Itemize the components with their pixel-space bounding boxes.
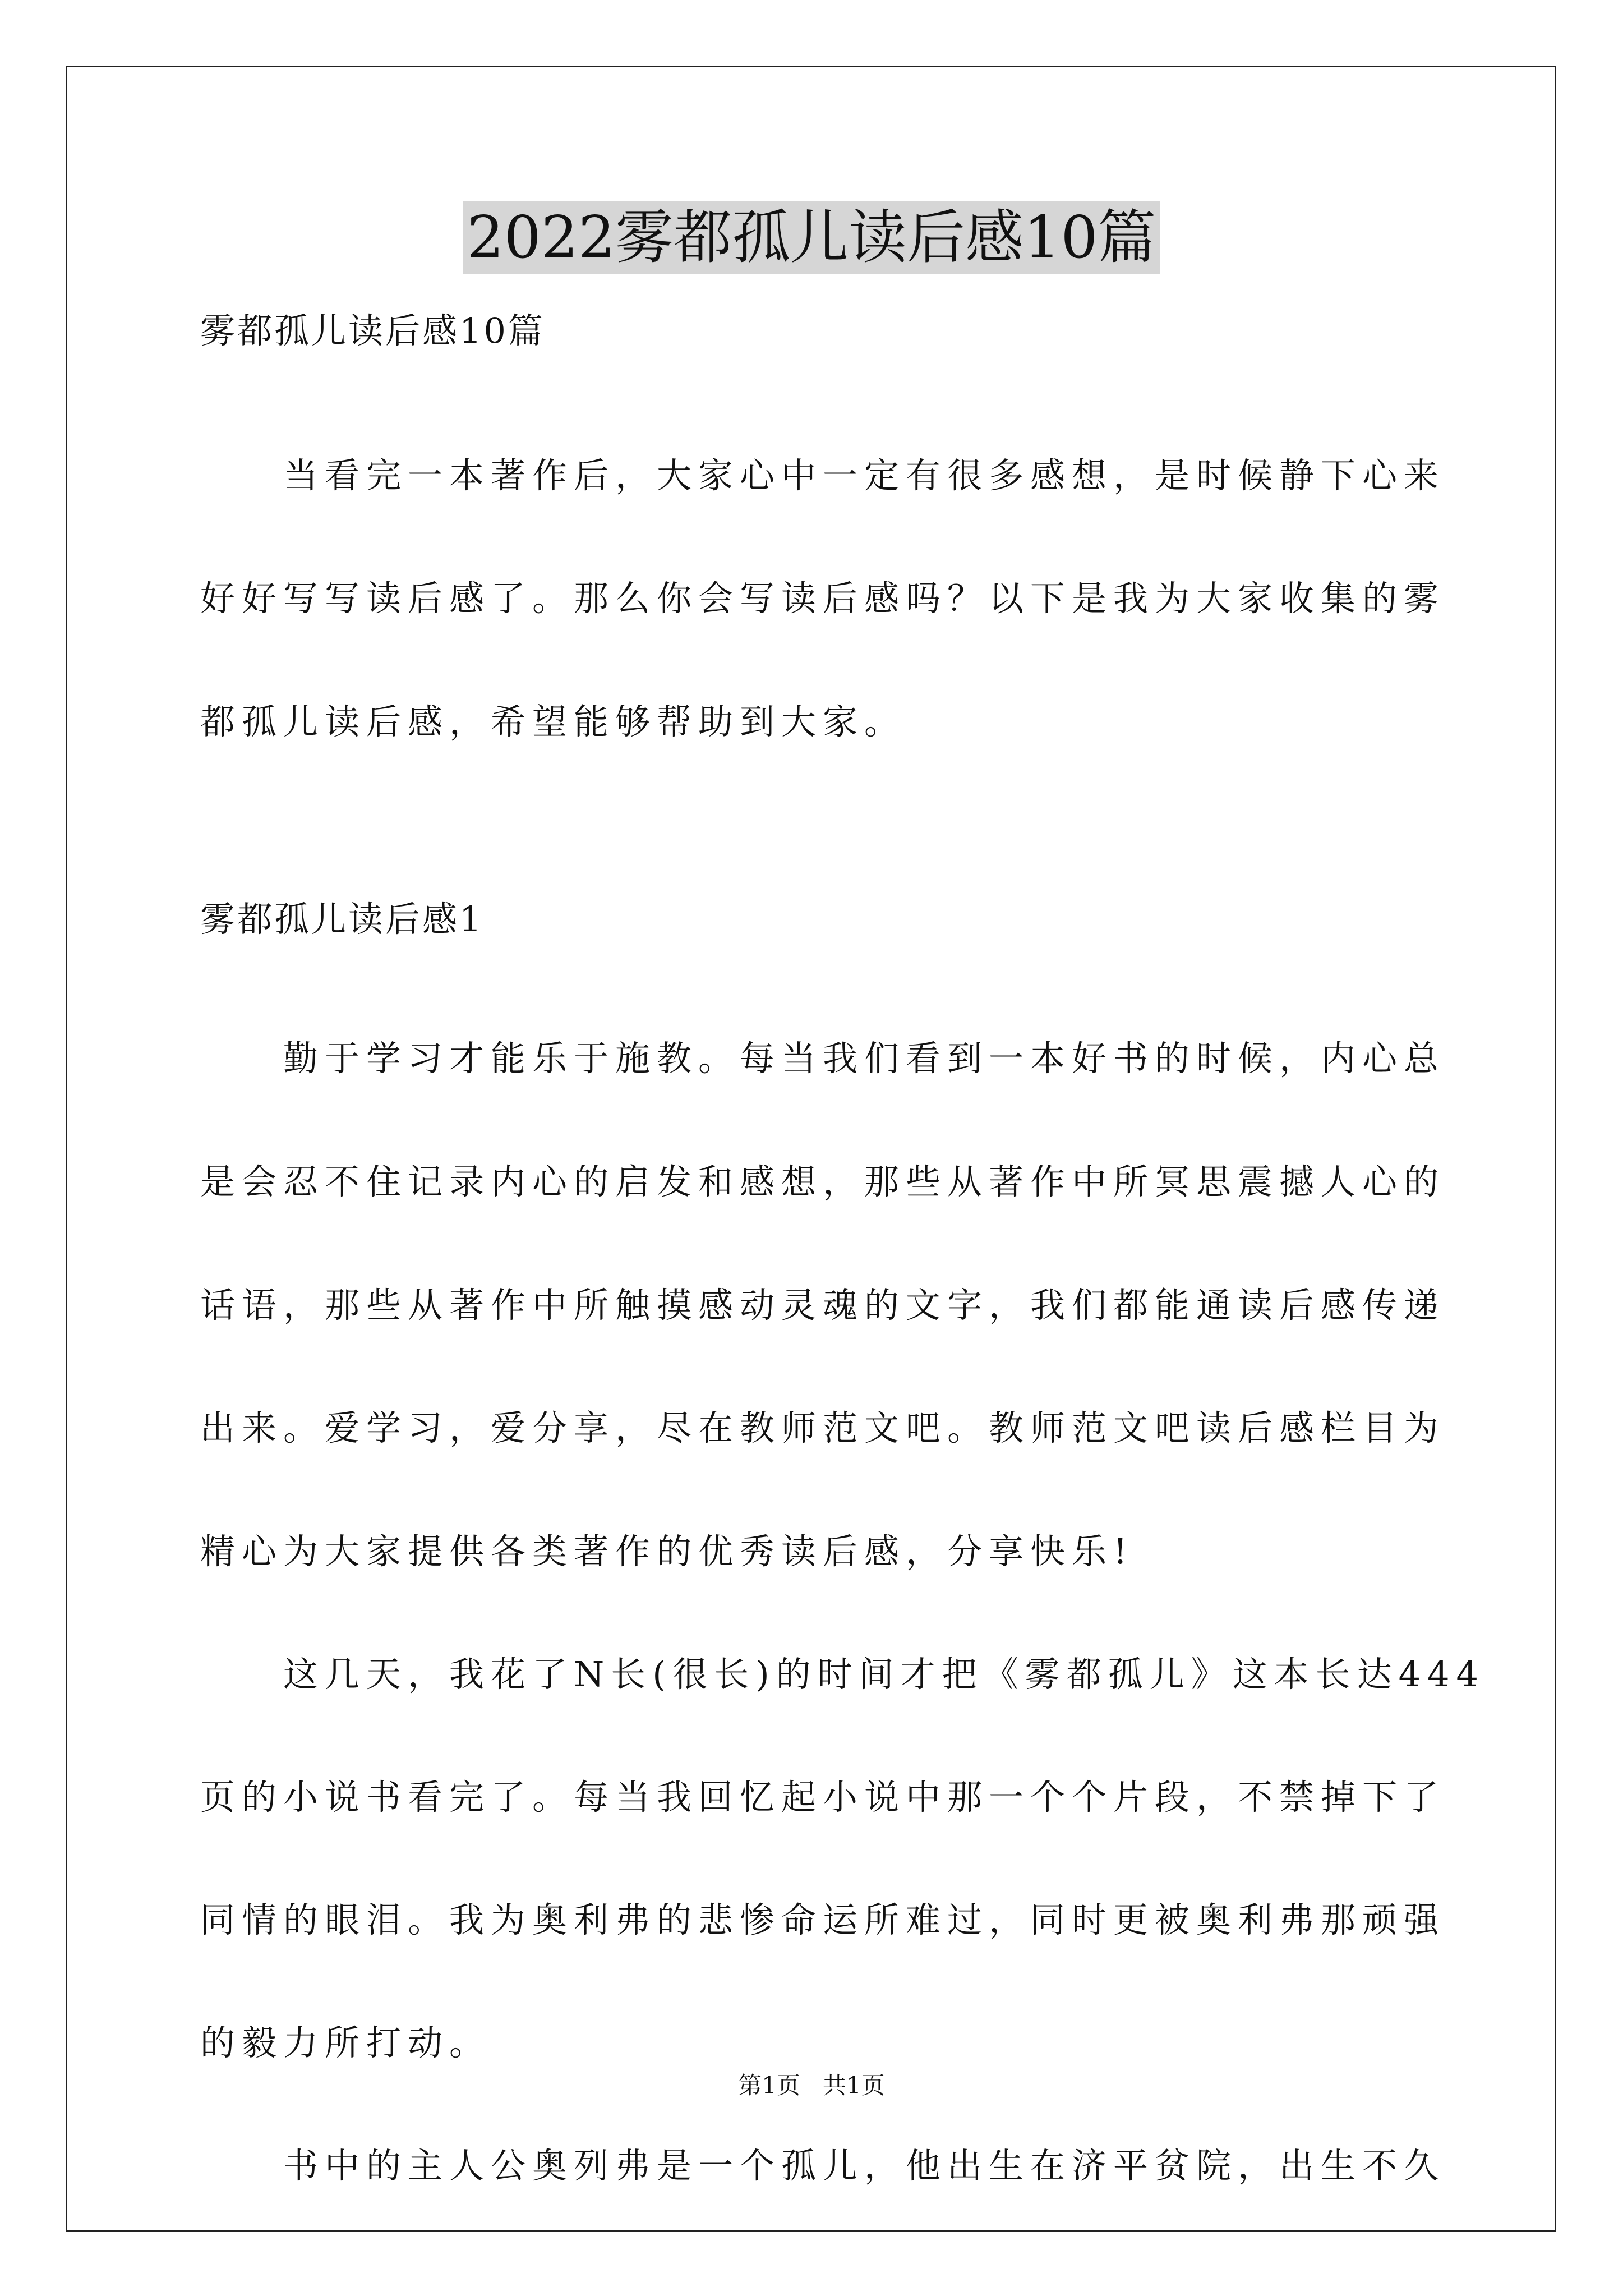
section-heading: 雾都孤儿读后感1 <box>200 899 484 940</box>
intro-line-3: 都孤儿读后感，希望能够帮助到大家。 <box>200 701 906 742</box>
section-line-5: 精心为大家提供各类著作的优秀读后感，分享快乐! <box>200 1531 1134 1572</box>
section-line-1: 勤于学习才能乐于施教。每当我们看到一本好书的时候，内心总 <box>283 1038 1446 1079</box>
document-subtitle: 雾都孤儿读后感10篇 <box>200 310 545 351</box>
section-line-4: 出来。爱学习，爱分享，尽在教师范文吧。教师范文吧读后感栏目为 <box>200 1407 1446 1448</box>
document-title: 2022雾都孤儿读后感10篇 <box>463 201 1159 274</box>
intro-line-2: 好好写写读后感了。那么你会写读后感吗？以下是我为大家收集的雾 <box>200 578 1446 619</box>
intro-line-1: 当看完一本著作后，大家心中一定有很多感想，是时候静下心来 <box>283 455 1446 496</box>
section-line-2: 是会忍不住记录内心的启发和感想，那些从著作中所冥思震撼人心的 <box>200 1161 1446 1202</box>
section-line-9: 的毅力所打动。 <box>200 2022 491 2063</box>
section-line-6: 这几天，我花了N长(很长)的时间才把《雾都孤儿》这本长达444 <box>283 1654 1485 1695</box>
section-line-3: 话语，那些从著作中所触摸感动灵魂的文字，我们都能通读后感传递 <box>200 1285 1446 1326</box>
page-footer: 第1页 共1页 <box>738 2072 885 2099</box>
section-line-8: 同情的眼泪。我为奥利弗的悲惨命运所难过，同时更被奥利弗那顽强 <box>200 1899 1446 1940</box>
section-line-10: 书中的主人公奥列弗是一个孤儿，他出生在济平贫院，出生不久 <box>283 2145 1446 2186</box>
section-line-7: 页的小说书看完了。每当我回忆起小说中那一个个片段，不禁掉下了 <box>200 1777 1446 1818</box>
title-container <box>0 201 1623 274</box>
